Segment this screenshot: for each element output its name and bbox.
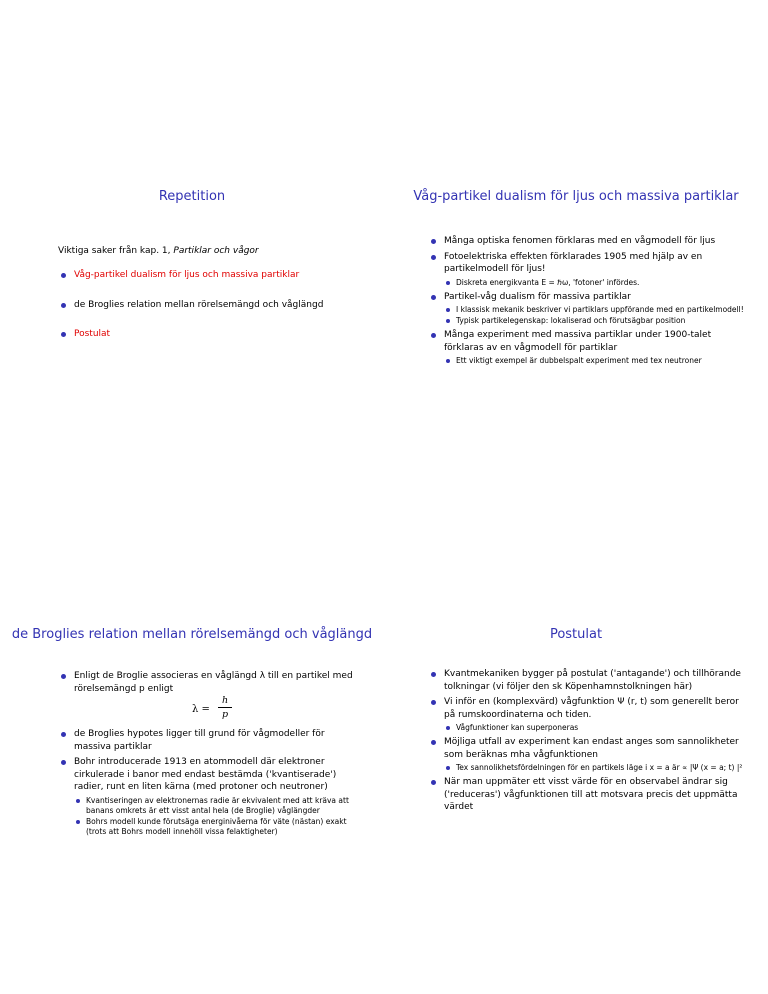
list-item: Många experiment med massiva partiklar under 1900-talet förklaras av en vågmodell för partiklar Ett viktigt exempel är dubbelspalt experiment med tex neutroner bbox=[428, 329, 746, 366]
bullet-icon bbox=[76, 820, 80, 824]
slide-title: Våg-partikel dualism för ljus och massiva partiklar bbox=[413, 189, 739, 204]
bullet-icon bbox=[431, 780, 436, 785]
list-item: Bohr introducerade 1913 en atommodell där elektroner cirkulerade i banor med endast bestämda ('kvantiserade') radier, runt en liten kärna (med protoner och neutroner) Kvantiseringen av elektronernas radie är ekvivalent med att kräva att banans omkrets är ett visst antal hela (de Broglie) våglängder Bohrs modell kunde förutsäga energinivåerna för väte (nästan) exakt (trots att Bohrs modell innehöll vissa felaktigheter) bbox=[58, 756, 362, 837]
bullet-list bbox=[428, 668, 746, 814]
bullet-icon bbox=[446, 359, 450, 363]
bullet-icon bbox=[431, 672, 436, 677]
sub-list-item: Tex sannolikhetsfördelningen för en partikels läge i x = a är ∝ |Ψ (x = a; t) |² bbox=[444, 763, 746, 773]
bullet-icon bbox=[61, 760, 66, 765]
list-item: Kvantmekaniken bygger på postulat ('antagande') och tillhörande tolkningar (vi följer den sk Köpenhamnstolkningen här) bbox=[428, 668, 746, 693]
slide-title: de Broglies relation mellan rörelsemängd och våglängd bbox=[11, 627, 373, 642]
sub-list-item: Bohrs modell kunde förutsäga energinivåerna för väte (nästan) exakt (trots att Bohrs modell innehöll vissa felaktigheter) bbox=[74, 817, 362, 837]
slide-postulat bbox=[384, 626, 768, 926]
bullet-icon bbox=[61, 732, 66, 737]
slide-title: Postulat bbox=[549, 627, 603, 642]
sub-list-item: Kvantiseringen av elektronernas radie är ekvivalent med att kräva att banans omkrets är ett visst antal hela (de Broglie) våglängder bbox=[74, 796, 362, 816]
list-item: Enligt de Broglie associeras en våglängd λ till en partikel med rörelsemängd p enligt λ = h p bbox=[58, 670, 362, 725]
bullet-icon bbox=[61, 303, 66, 308]
sub-list bbox=[74, 796, 362, 837]
bullet-icon bbox=[76, 799, 80, 803]
slide-wave-particle-duality bbox=[384, 188, 768, 488]
sub-list bbox=[444, 305, 746, 326]
bullet-icon bbox=[431, 255, 436, 260]
bullet-icon bbox=[61, 674, 66, 679]
bullet-icon bbox=[431, 700, 436, 705]
bullet-icon bbox=[61, 332, 66, 337]
list-item: Postulat bbox=[58, 328, 362, 341]
bullet-icon bbox=[446, 726, 450, 730]
bullet-icon bbox=[431, 333, 436, 338]
de-broglie-formula: λ = h p bbox=[74, 695, 362, 725]
slide-content bbox=[58, 670, 362, 840]
bullet-list bbox=[58, 670, 362, 837]
bullet-icon bbox=[446, 319, 450, 323]
list-item: Många optiska fenomen förklaras med en vågmodell för ljus bbox=[428, 235, 746, 248]
topic-list bbox=[58, 269, 362, 341]
bullet-icon bbox=[431, 295, 436, 300]
bullet-icon bbox=[446, 766, 450, 770]
sub-list-item: Typisk partikelegenskap: lokaliserad och förutsägbar position bbox=[444, 316, 746, 326]
sub-list bbox=[444, 356, 746, 366]
sub-list-item: I klassisk mekanik beskriver vi partiklars uppförande med en partikelmodell! bbox=[444, 305, 746, 315]
sub-list bbox=[444, 763, 746, 773]
bullet-icon bbox=[431, 239, 436, 244]
sub-list-item: Ett viktigt exempel är dubbelspalt experiment med tex neutroner bbox=[444, 356, 746, 366]
bullet-list bbox=[428, 235, 746, 366]
slide-content bbox=[58, 245, 362, 344]
list-item: Våg-partikel dualism för ljus och massiva partiklar bbox=[58, 269, 362, 282]
list-item: Vi inför en (komplexvärd) vågfunktion Ψ (r, t) som generellt beror på rumskoordinaterna och tiden. Vågfunktioner kan superponeras bbox=[428, 696, 746, 733]
slide-title: Repetition bbox=[158, 189, 226, 204]
sub-list-item: Diskreta energikvanta E = ℏω, 'fotoner' infördes. bbox=[444, 278, 746, 288]
intro-text: Viktiga saker från kap. 1, Partiklar och vågor bbox=[58, 246, 259, 256]
list-item: de Broglies hypotes ligger till grund för vågmodeller för massiva partiklar bbox=[58, 728, 362, 753]
list-item: Möjliga utfall av experiment kan endast anges som sannolikheter som beräknas mha vågfunktionen Tex sannolikhetsfördelningen för en partikels läge i x = a är ∝ |Ψ (x = a; t) |² bbox=[428, 736, 746, 773]
slide-content bbox=[428, 235, 746, 369]
list-item: När man uppmäter ett visst värde för en observabel ändrar sig ('reduceras') vågfunktionen till att motsvara precis det uppmätta värdet bbox=[428, 776, 746, 814]
list-item: de Broglies relation mellan rörelsemängd och våglängd bbox=[58, 299, 362, 312]
slide-repetition bbox=[0, 188, 384, 488]
bullet-icon bbox=[446, 308, 450, 312]
sub-list-item: Vågfunktioner kan superponeras bbox=[444, 723, 746, 733]
list-item: Fotoelektriska effekten förklarades 1905 med hjälp av en partikelmodell för ljus! Diskreta energikvanta E = ℏω, 'fotoner' infördes. bbox=[428, 251, 746, 288]
fraction-bar bbox=[218, 707, 232, 708]
fraction: h p bbox=[218, 695, 232, 720]
slide-de-broglie bbox=[0, 626, 384, 926]
bullet-icon bbox=[446, 281, 450, 285]
bullet-icon bbox=[61, 273, 66, 278]
sub-list bbox=[444, 278, 746, 288]
list-item: Partikel-våg dualism för massiva partiklar I klassisk mekanik beskriver vi partiklars uppförande med en partikelmodell! Typisk partikelegenskap: lokaliserad och förutsägbar position bbox=[428, 291, 746, 327]
bullet-icon bbox=[431, 740, 436, 745]
slide-content bbox=[428, 668, 746, 817]
sub-list bbox=[444, 723, 746, 733]
